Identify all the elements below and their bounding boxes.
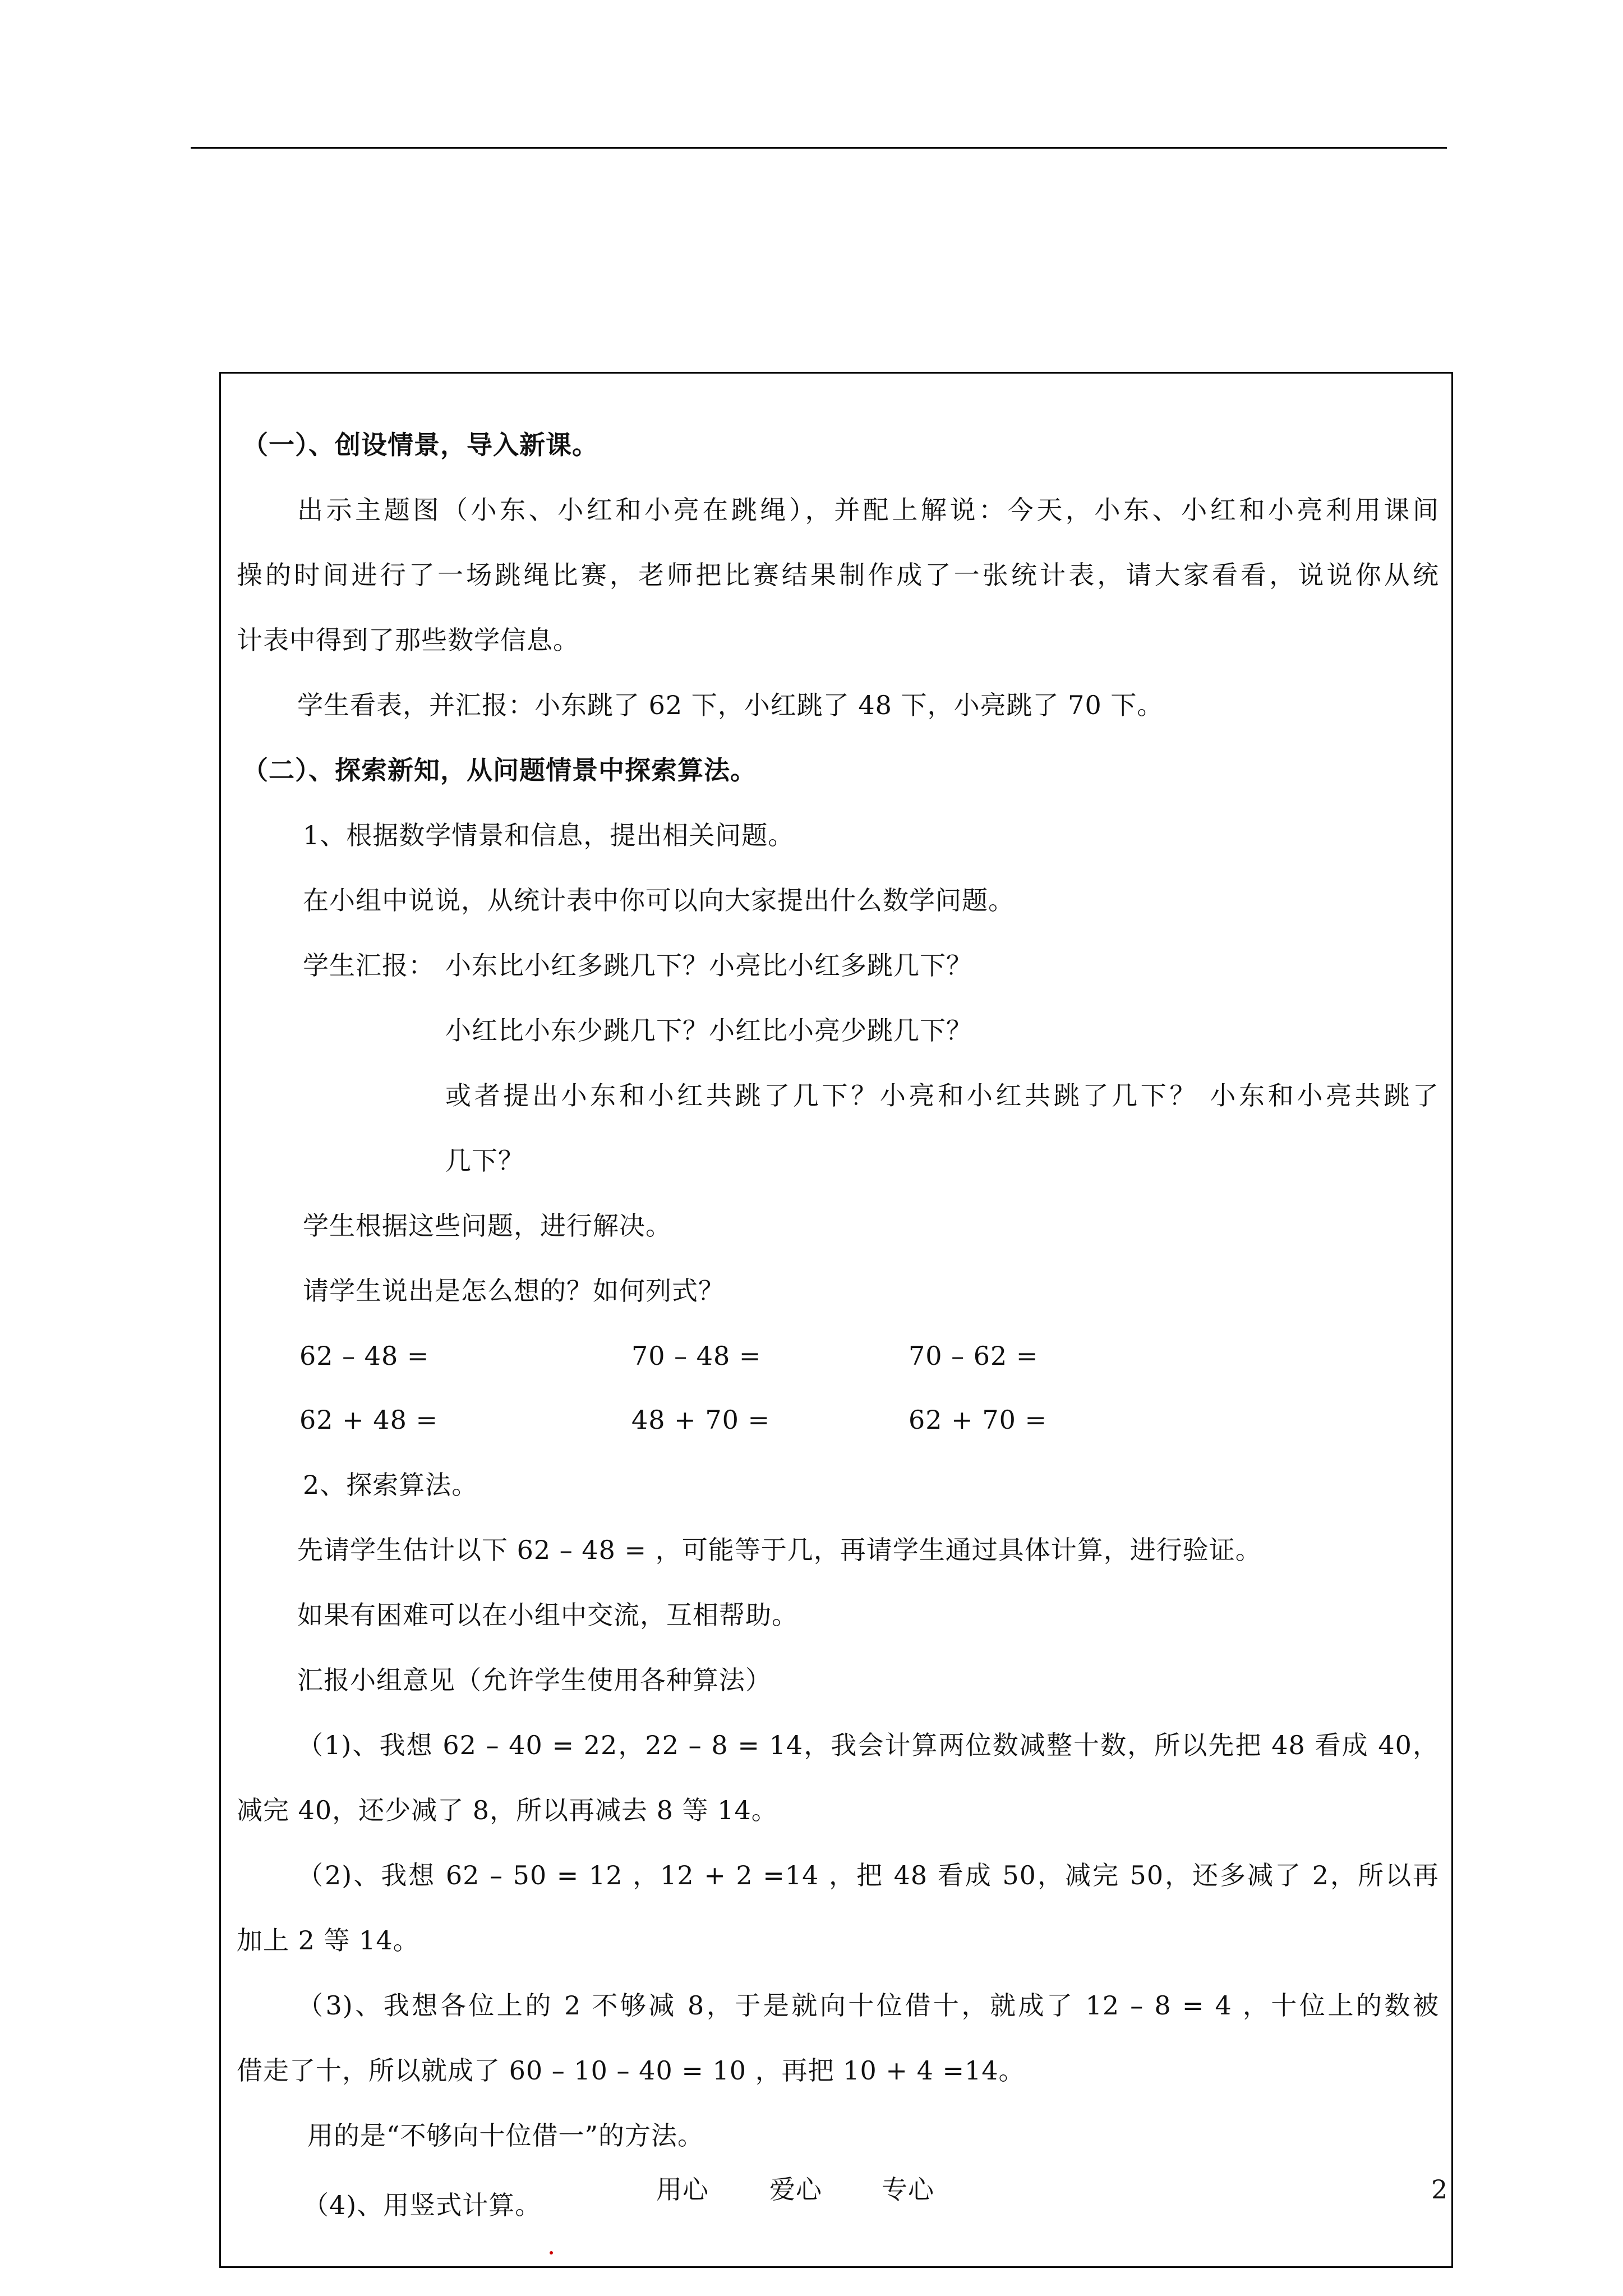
- method2-line2: 加上 2 等 14。: [237, 1925, 419, 1955]
- footer-word-3: 专心: [882, 2174, 934, 2205]
- student-report-label: 学生汇报：: [303, 950, 435, 981]
- report2-line: 汇报小组意见（允许学生使用各种算法）: [297, 1665, 772, 1695]
- content-frame: [219, 372, 1453, 2268]
- report-question-1: 小东比小红多跳几下？小亮比小红多跳几下？: [445, 950, 972, 981]
- method3-line1: （3)、我想各位上的 2 不够减 8，于是就向十位借十，就成了 12 – 8 = 4 ，十位上的数被: [297, 1990, 1439, 2021]
- section1-heading: （一）、创设情景，导入新课。: [242, 430, 598, 460]
- header-rule: [191, 147, 1447, 149]
- method3-line2: 借走了十，所以就成了 60 – 10 – 40 = 10 ，再把 10 + 4 =14。: [237, 2055, 1025, 2086]
- ask-line: 请学生说出是怎么想的？如何列式？: [303, 1276, 725, 1306]
- report-question-3: 或者提出小东和小红共跳了几下？小亮和小红共跳了几下？ 小东和小亮共跳了: [445, 1080, 1439, 1111]
- equation-row1-b: 70 – 48 =: [631, 1341, 762, 1371]
- equation-row2-c: 62 + 70 =: [909, 1405, 1048, 1435]
- section1-paragraph-line2: 操的时间进行了一场跳绳比赛，老师把比赛结果制作成了一张统计表，请大家看看，说说你从统: [237, 560, 1439, 590]
- section2-heading: （二）、探索新知，从问题情景中探索算法。: [242, 755, 757, 785]
- help-line: 如果有困难可以在小组中交流，互相帮助。: [297, 1600, 798, 1630]
- equation-row2-a: 62 + 48 =: [299, 1405, 439, 1435]
- item2-heading: 2、探索算法。: [303, 1470, 478, 1500]
- equation-row1-c: 70 – 62 =: [909, 1341, 1039, 1371]
- method4-line: （4)、用竖式计算。: [303, 2190, 542, 2220]
- report-question-2: 小红比小东少跳几下？小红比小亮少跳几下？: [445, 1015, 972, 1046]
- section1-student-report: 学生看表，并汇报：小东跳了 62 下，小红跳了 48 下，小亮跳了 70 下。: [297, 690, 1164, 720]
- solve-line: 学生根据这些问题，进行解决。: [303, 1211, 672, 1241]
- estimate-line: 先请学生估计以下 62 – 48 = ，可能等于几，再请学生通过具体计算，进行验证。: [297, 1535, 1262, 1565]
- footer-word-2: 爱心: [769, 2174, 822, 2205]
- section1-paragraph-line1: 出示主题图（小东、小红和小亮在跳绳），并配上解说：今天，小东、小红和小亮利用课间: [297, 495, 1439, 525]
- method1-line2: 减完 40，还少减了 8，所以再减去 8 等 14。: [237, 1795, 778, 1825]
- section1-paragraph-line3: 计表中得到了那些数学信息。: [237, 625, 579, 655]
- footer-word-1: 用心: [656, 2174, 709, 2205]
- method1-line1: （1)、我想 62 – 40 = 22，22 – 8 = 14，我会计算两位数减整十数，所以先把 48 看成 40，: [297, 1730, 1439, 1760]
- method2-line1: （2)、我想 62 – 50 = 12 ，12 + 2 =14 ，把 48 看成 50，减完 50，还多减了 2，所以再: [297, 1860, 1439, 1890]
- equation-row1-a: 62 – 48 =: [299, 1341, 430, 1371]
- method-note: 用的是“不够向十位借一”的方法。: [307, 2120, 704, 2151]
- item1-heading: 1、根据数学情景和信息，提出相关问题。: [303, 820, 795, 850]
- page-number: 2: [1431, 2174, 1449, 2205]
- group-discussion-line: 在小组中说说，从统计表中你可以向大家提出什么数学问题。: [303, 885, 1015, 915]
- decorative-dot: [550, 2251, 553, 2254]
- report-question-3-continued: 几下？: [445, 1145, 524, 1176]
- equation-row2-b: 48 + 70 =: [631, 1405, 771, 1435]
